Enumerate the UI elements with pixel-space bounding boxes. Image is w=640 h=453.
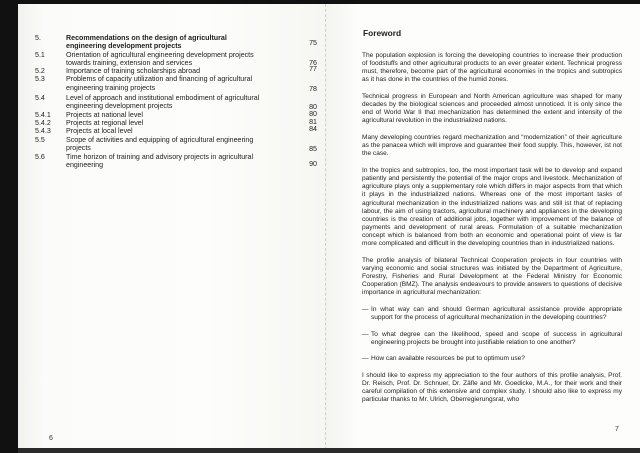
toc-page-number: 81 <box>309 117 317 126</box>
toc-entry <box>35 67 317 75</box>
toc-section-title: Time horizon of training and advisory projects in agricultural engineering <box>66 153 254 170</box>
toc-section-number: 5.3 <box>35 75 45 84</box>
toc-section-number: 5.4.2 <box>35 118 51 127</box>
paragraph: The population explosion is forcing the developing countries to increase their production of foodstuffs and other agricultural products to an ever greater extent. Technical progress must, therefore, become part of the agricultural economies in the tropics and subtropics as it has done in the countries of the humid zones. <box>362 52 622 84</box>
toc-page-number: 75 <box>309 39 317 48</box>
toc-entry <box>35 94 317 111</box>
toc-section-title: Problems of capacity utilization and financing of agricultural engineering training projects <box>66 75 253 92</box>
paragraph: In the tropics and subtropics, too, the most important task will be to develop and expand patiently and persistently the potential of the major crops and livestock. Mechanization of agriculture plays only a supplementary role which differs in major aspects from that which it plays in the industrialized nations. Whereas one of the most important tasks of agricultural mechanization in the industrialized nations was and still ist that of replacing labour, the aim of using tractors, agricultural machinery and appliances in the developing countries is the creation of additional jobs, together with improvement of the balance of payments and development of rural areas. Formulation of a suitable mechanization concept which is balanced from both an economic and operational point of view is far more complicated and difficult in the developing countries than in industrialized nations. <box>362 166 622 248</box>
toc-section-title: Orientation of agricultural engineering development projects towards training, extension and services <box>66 50 254 67</box>
table-of-contents <box>35 34 317 170</box>
toc-section-title: Projects at local level <box>66 127 133 136</box>
toc-page-number: 90 <box>309 160 317 169</box>
page-number-right: 7 <box>615 426 619 433</box>
toc-section-number: 5.2 <box>35 67 45 76</box>
toc-section-title: Scope of activities and equipping of agricultural engineering projects <box>66 135 254 152</box>
toc-page-number: 85 <box>309 144 317 153</box>
toc-section-title: Recommendations on the design of agricultural engineering development projects <box>66 34 227 51</box>
toc-entry <box>35 153 317 170</box>
toc-section-title: Level of approach and institutional embodiment of agricultural engineering development projects <box>66 94 260 111</box>
toc-section-number: 5.4 <box>35 94 45 103</box>
toc-page-number: 84 <box>309 125 317 134</box>
question-list <box>362 306 622 364</box>
question-item <box>362 306 622 322</box>
page-bottom-edge <box>18 448 640 453</box>
toc-section-number: 5.4.3 <box>35 127 51 136</box>
dash-bullet-icon: — <box>362 306 369 314</box>
right-page <box>326 4 640 450</box>
toc-section-number: 5.6 <box>35 153 45 162</box>
toc-section-title: Projects at national level <box>66 110 143 119</box>
page-number-left: 6 <box>49 435 53 442</box>
toc-section-number: 5.5 <box>35 135 45 144</box>
dash-bullet-icon: — <box>362 355 369 363</box>
question-text: In what way can and should German agricultural assistance provide appropriate support for the process of agricultural mechanization in the developing countries? <box>371 306 622 322</box>
foreword-heading: Foreword <box>363 28 402 38</box>
toc-entry <box>35 111 317 119</box>
toc-page-number: 77 <box>309 65 317 74</box>
toc-page-number: 80 <box>309 109 317 118</box>
dash-bullet-icon: — <box>362 330 369 338</box>
toc-entry <box>35 127 317 135</box>
toc-entry <box>35 119 317 127</box>
left-page <box>18 4 326 450</box>
toc-section-title: Projects at regional level <box>66 118 144 127</box>
toc-entry <box>35 51 317 68</box>
question-item <box>362 355 622 363</box>
closing-paragraph: I should like to express my appreciation to the four authors of this profile analysis, Prof. Dr. Reisch, Prof. Dr. Schnuer, Dr. Zäfle and Mr. Goedicke, M.A., for their work and their careful compilation of this extensive and complex study. I should also like to express my particular thanks to Mr. Ulrich, Oberregierungsrat, who <box>362 371 622 404</box>
question-item <box>362 331 622 347</box>
toc-section-title: Importance of training scholarships abroad <box>66 67 201 76</box>
toc-section-number: 5. <box>35 34 41 42</box>
question-text: To what degree can the likelihood, speed and scope of success in agricultural engineering projects be brought into justifiable relation to one another? <box>371 330 622 346</box>
paragraph: The profile analysis of bilateral Technical Cooperation projects in four countries with varying economic and social structures was initiated by the Department of Agriculture, Forestry, Fisheries and Rural Development at the Federal Ministry for Economic Cooperation (BMZ). The analysis endeavours to provide answers to questions of decisive importance in agricultural mechanization: <box>362 256 622 297</box>
paragraph: Technical progress in European and North American agriculture was shaped for many decades by the biological sciences and proceeded almost unnoticed. It is only since the end of World War II that mechanization has determined the extent and intensity of the agricultural revolution in the industrialized nations. <box>362 93 622 125</box>
toc-section-number: 5.4.1 <box>35 110 51 119</box>
toc-entry <box>35 75 317 92</box>
question-text: How can available resources be put to optimum use? <box>371 355 525 363</box>
toc-entry <box>35 34 317 51</box>
toc-page-number: 78 <box>309 84 317 93</box>
toc-page-number: 80 <box>309 103 317 112</box>
paragraph: Many developing countries regard mechanization and “modernization” of their agriculture as the panacea which will improve and guarantee their food supply. This, however, ist not the case. <box>362 134 622 158</box>
toc-entry <box>35 136 317 153</box>
foreword-body <box>362 52 622 413</box>
toc-page-number: 76 <box>309 58 317 67</box>
toc-section-number: 5.1 <box>35 50 45 59</box>
